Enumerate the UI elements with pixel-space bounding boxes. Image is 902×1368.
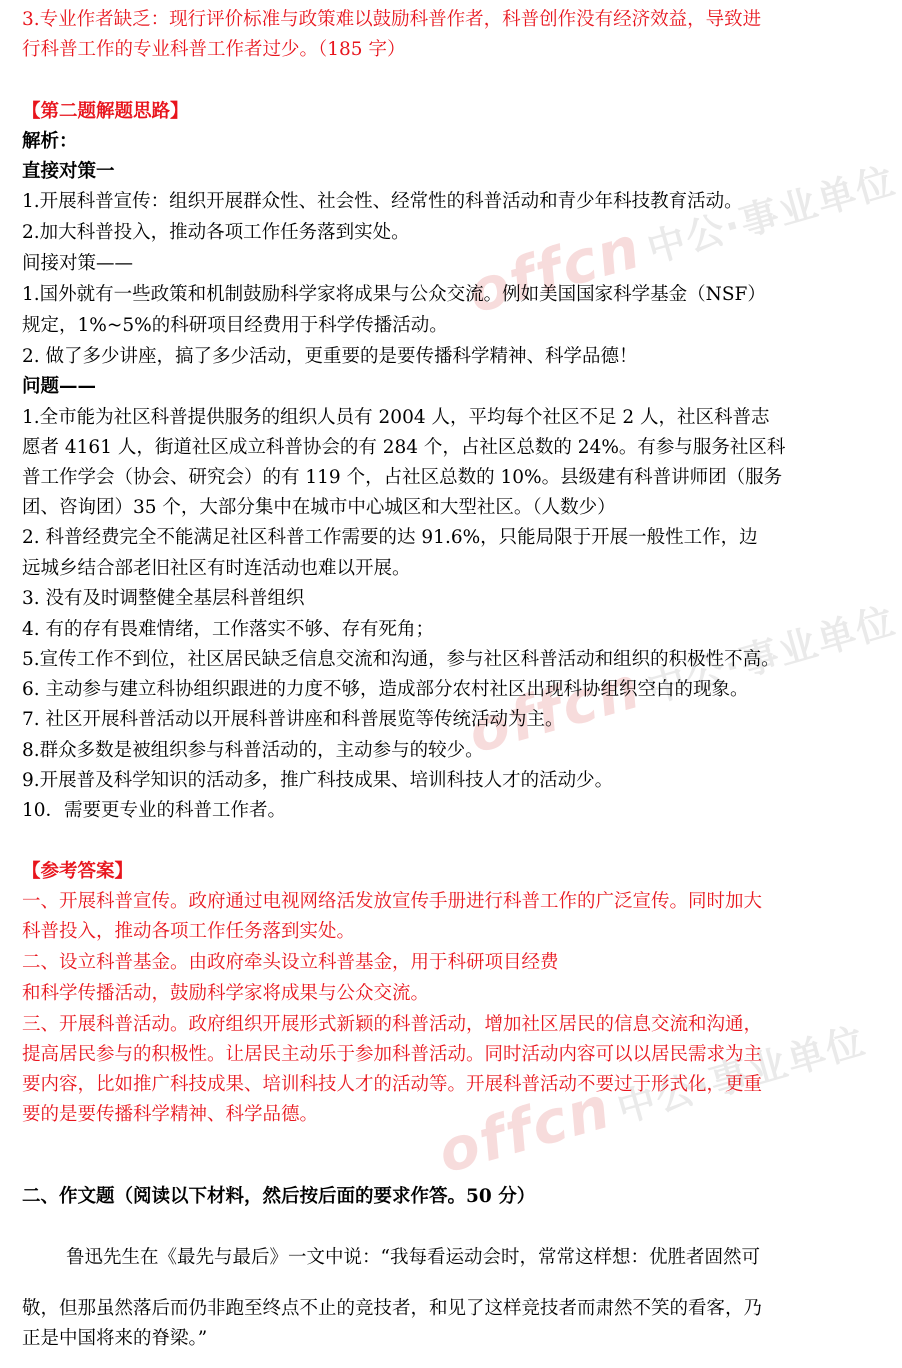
direct-measures-label: 直接对策一 (22, 161, 115, 182)
paragraph-line: 3.专业作者缺乏：现行评价标准与政策难以鼓励科普作者，科普创作没有经济效益，导致进 (22, 9, 762, 30)
list-item: 愿者 4161 人，街道社区成立科普协会的有 284 个，占社区总数的 24%。有参与服务社区科 (22, 437, 786, 458)
list-item: 团、咨询团）35 个，大部分集中在城市中心城区和大型社区。（人数少） (22, 497, 616, 518)
list-item: 2. 做了多少讲座，搞了多少活动，更重要的是要传播科学精神、科学品德！ (22, 346, 638, 367)
answer-line: 提高居民参与的积极性。让居民主动乐于参加科普活动。同时活动内容可以以居民需求为主 (22, 1044, 763, 1065)
watermark-logo: offcn (430, 1072, 619, 1187)
watermark-text: 中公·事业单位 (642, 158, 901, 272)
answer-line: 一、开展科普宣传。政府通过电视网络活发放宣传手册进行科普工作的广泛宣传。同时加大 (22, 891, 763, 912)
analysis-label: 解析： (22, 131, 78, 152)
list-item: 远城乡结合部老旧社区有时连活动也难以开展。 (22, 558, 411, 579)
watermark-text: 中公·事业单位 (612, 1018, 871, 1132)
answer-line: 要的是要传播科学精神、科学品德。 (22, 1104, 319, 1125)
section-heading: 【第二题解题思路】 (22, 101, 189, 122)
essay-line: 敬，但那虽然落后而仍非跑至终点不止的竞技者，和见了这样竞技者而肃然不笑的看客，乃 (22, 1298, 763, 1319)
essay-title: 二、作文题（阅读以下材料，然后按后面的要求作答。50 分） (22, 1186, 536, 1207)
answer-line: 三、开展科普活动。政府组织开展形式新颖的科普活动，增加社区居民的信息交流和沟通， (22, 1014, 763, 1035)
list-item: 1.开展科普宣传：组织开展群众性、社会性、经常性的科普活动和青少年科技教育活动。 (22, 191, 743, 212)
answer-line: 二、设立科普基金。由政府牵头设立科普基金，用于科研项目经费 (22, 952, 559, 973)
answer-line: 和科学传播活动，鼓励科学家将成果与公众交流。 (22, 983, 430, 1004)
essay-line: 正是中国将来的脊梁。” (22, 1328, 208, 1349)
paragraph-line: 行科普工作的专业科普工作者过少。（185 字） (22, 39, 406, 60)
list-item: 规定，1%~5%的科研项目经费用于科学传播活动。 (22, 315, 448, 336)
list-item: 5.宣传工作不到位，社区居民缺乏信息交流和沟通，参与社区科普活动和组织的积极性不高。 (22, 649, 780, 670)
essay-line: 鲁迅先生在《最先与最后》一文中说：“我每看运动会时，常常这样想：优胜者固然可 (66, 1247, 760, 1268)
list-item: 2. 科普经费完全不能满足社区科普工作需要的达 91.6%，只能局限于开展一般性工作，边 (22, 527, 758, 548)
answer-line: 要内容，比如推广科技成果、培训科技人才的活动等。开展科普活动不要过于形式化，更重 (22, 1074, 763, 1095)
list-item: 1.全市能为社区科普提供服务的组织人员有 2004 人，平均每个社区不足 2 人，社区科普志 (22, 407, 770, 428)
list-item: 1.国外就有一些政策和机制鼓励科学家将成果与公众交流。例如美国国家科学基金（NSF） (22, 284, 766, 305)
indirect-measures-label: 间接对策—— (22, 253, 134, 274)
list-item: 普工作学会（协会、研究会）的有 119 个，占社区总数的 10%。县级建有科普讲师团（服务 (22, 467, 783, 488)
list-item: 7. 社区开展科普活动以开展科普讲座和科普展览等传统活动为主。 (22, 709, 564, 730)
watermark-logo: offcn (460, 652, 649, 767)
list-item: 9.开展普及科学知识的活动多，推广科技成果、培训科技人才的活动少。 (22, 770, 614, 791)
problems-label: 问题—— (22, 376, 97, 397)
list-item: 3. 没有及时调整健全基层科普组织 (22, 588, 305, 609)
watermark-text: 中公·事业单位 (642, 598, 901, 712)
list-item: 8.群众多数是被组织参与科普活动的，主动参与的较少。 (22, 740, 484, 761)
list-item: 2.加大科普投入，推动各项工作任务落到实处。 (22, 222, 410, 243)
answer-heading: 【参考答案】 (22, 861, 134, 882)
list-item: 6. 主动参与建立科协组织跟进的力度不够，造成部分农村社区出现科协组织空白的现象。 (22, 679, 749, 700)
answer-line: 科普投入，推动各项工作任务落到实处。 (22, 921, 356, 942)
watermark-logo: offcn (460, 212, 649, 327)
list-item: 4. 有的存有畏难情绪，工作落实不够、存有死角； (22, 619, 435, 640)
list-item: 10．需要更专业的科普工作者。 (22, 800, 287, 821)
